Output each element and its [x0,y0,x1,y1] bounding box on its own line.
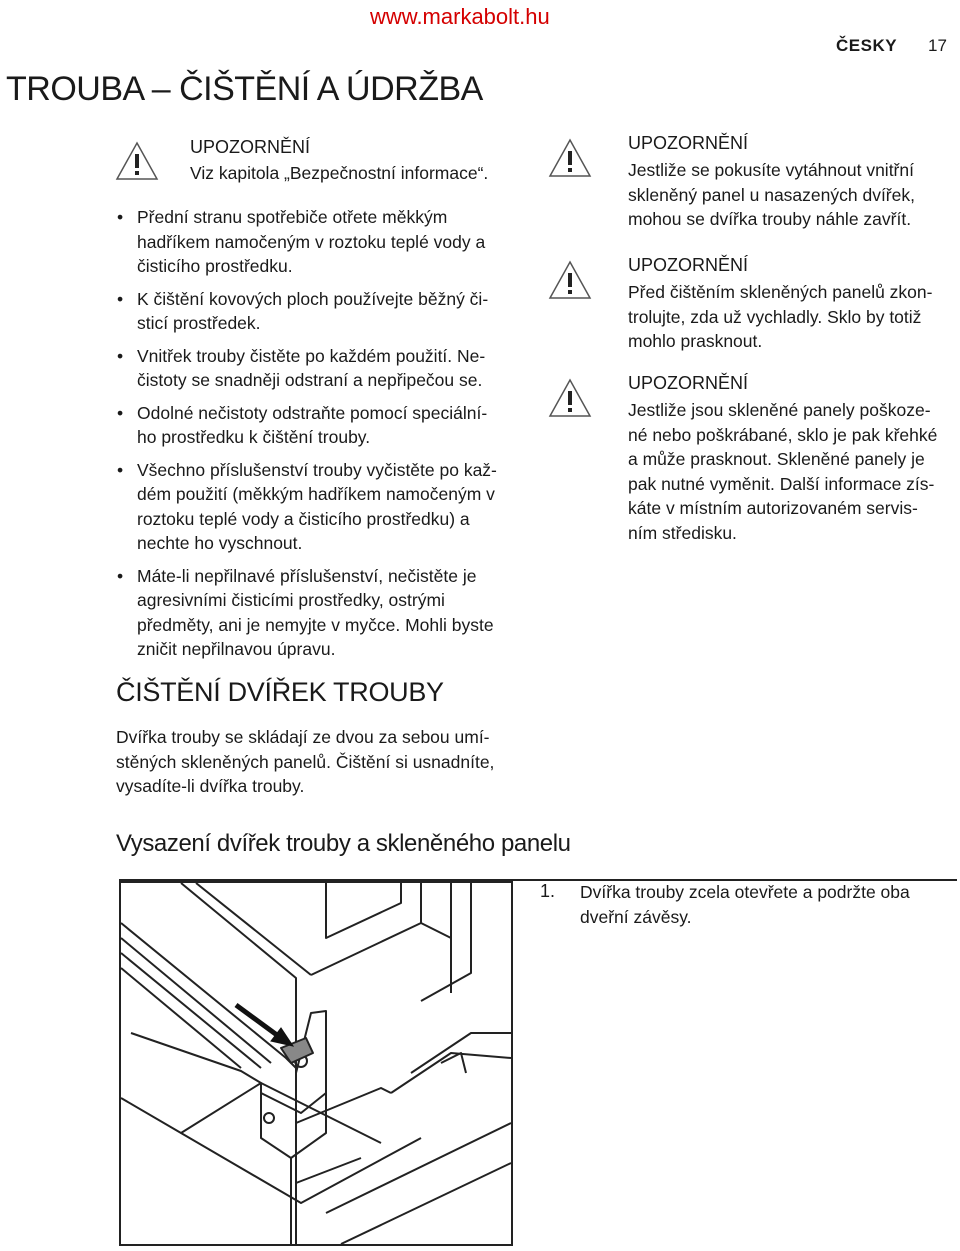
warning-triangle-icon [548,260,592,300]
page-number: 17 [928,36,947,55]
warning-triangle-icon [115,141,159,181]
warning-triangle-icon [548,138,592,178]
list-item: • K čištění kovových ploch používejte běžný či- sticí prostředek. [117,287,537,336]
warning-heading: UPOZORNĚNÍ [628,373,749,393]
list-item: • Máte-li nepřilnavé příslušenství, nečistěte je agresivními čisticími prostředky, ostrými předměty, ani je nemyjte v myčce. Mohli byste zničit nepřilnavou úpravu. [117,564,537,662]
subsection-heading-door-removal: Vysazení dvířek trouby a skleněného panelu [116,830,571,857]
warning-heading: UPOZORNĚNÍ [628,133,749,153]
section-heading-door-cleaning: ČIŠTĚNÍ DVÍŘEK TROUBY [116,677,444,707]
door-section-text: Dvířka trouby se skládají ze dvou za sebou umí- stěných skleněných panelů. Čištění si usnadníte, vysadíte-li dvířka trouby. [116,727,495,796]
hinge-diagram [121,883,511,1244]
warning-heading: UPOZORNĚNÍ [190,137,311,157]
list-item: • Vnitřek trouby čistěte po každém použití. Ne- čistoty se snadněji odstraní a nepřipečou se. [117,344,537,393]
warning-text: Před čištěním skleněných panelů zkon- trolujte, zda už vychladly. Sklo by totiž mohlo prasknout. [628,282,933,351]
list-item: • Odolné nečistoty odstraňte pomocí speciální- ho prostředku k čištění trouby. [117,401,537,450]
door-hinge-illustration [119,881,513,1246]
source-url[interactable]: www.markabolt.hu [370,4,550,29]
cleaning-tips-list [117,205,537,670]
page-title: TROUBA – ČIŠTĚNÍ A ÚDRŽBA [6,70,483,108]
list-item: • Přední stranu spotřebiče otřete měkkým hadříkem namočeným v roztoku teplé vody a čisticího prostředku. [117,205,537,279]
language-label: ČESKY [836,36,898,55]
warning-text: Jestliže se pokusíte vytáhnout vnitřní skleněný panel u nasazených dvířek, mohou se dvířka trouby náhle zavřít. [628,160,915,229]
list-item: • Všechno příslušenství trouby vyčistěte po kaž- dém použití (měkkým hadříkem namočeným v roztoku teplé vody a čisticího prostředku) a nechte ho vyschnout. [117,458,537,556]
warning-triangle-icon [548,378,592,418]
step-text: Dvířka trouby zcela otevřete a podržte oba dveřní závěsy. [580,882,910,927]
warning-text: Viz kapitola „Bezpečnostní informace“. [190,163,489,183]
step-number: 1. [540,881,556,901]
warning-heading: UPOZORNĚNÍ [628,255,749,275]
warning-text: Jestliže jsou skleněné panely poškoze- né nebo poškrábané, sklo je pak křehké a může prasknout. Skleněné panely je pak nutné vyměnit. Další informace zís- káte v místním autorizovaném servis- ním středisku. [628,400,938,543]
